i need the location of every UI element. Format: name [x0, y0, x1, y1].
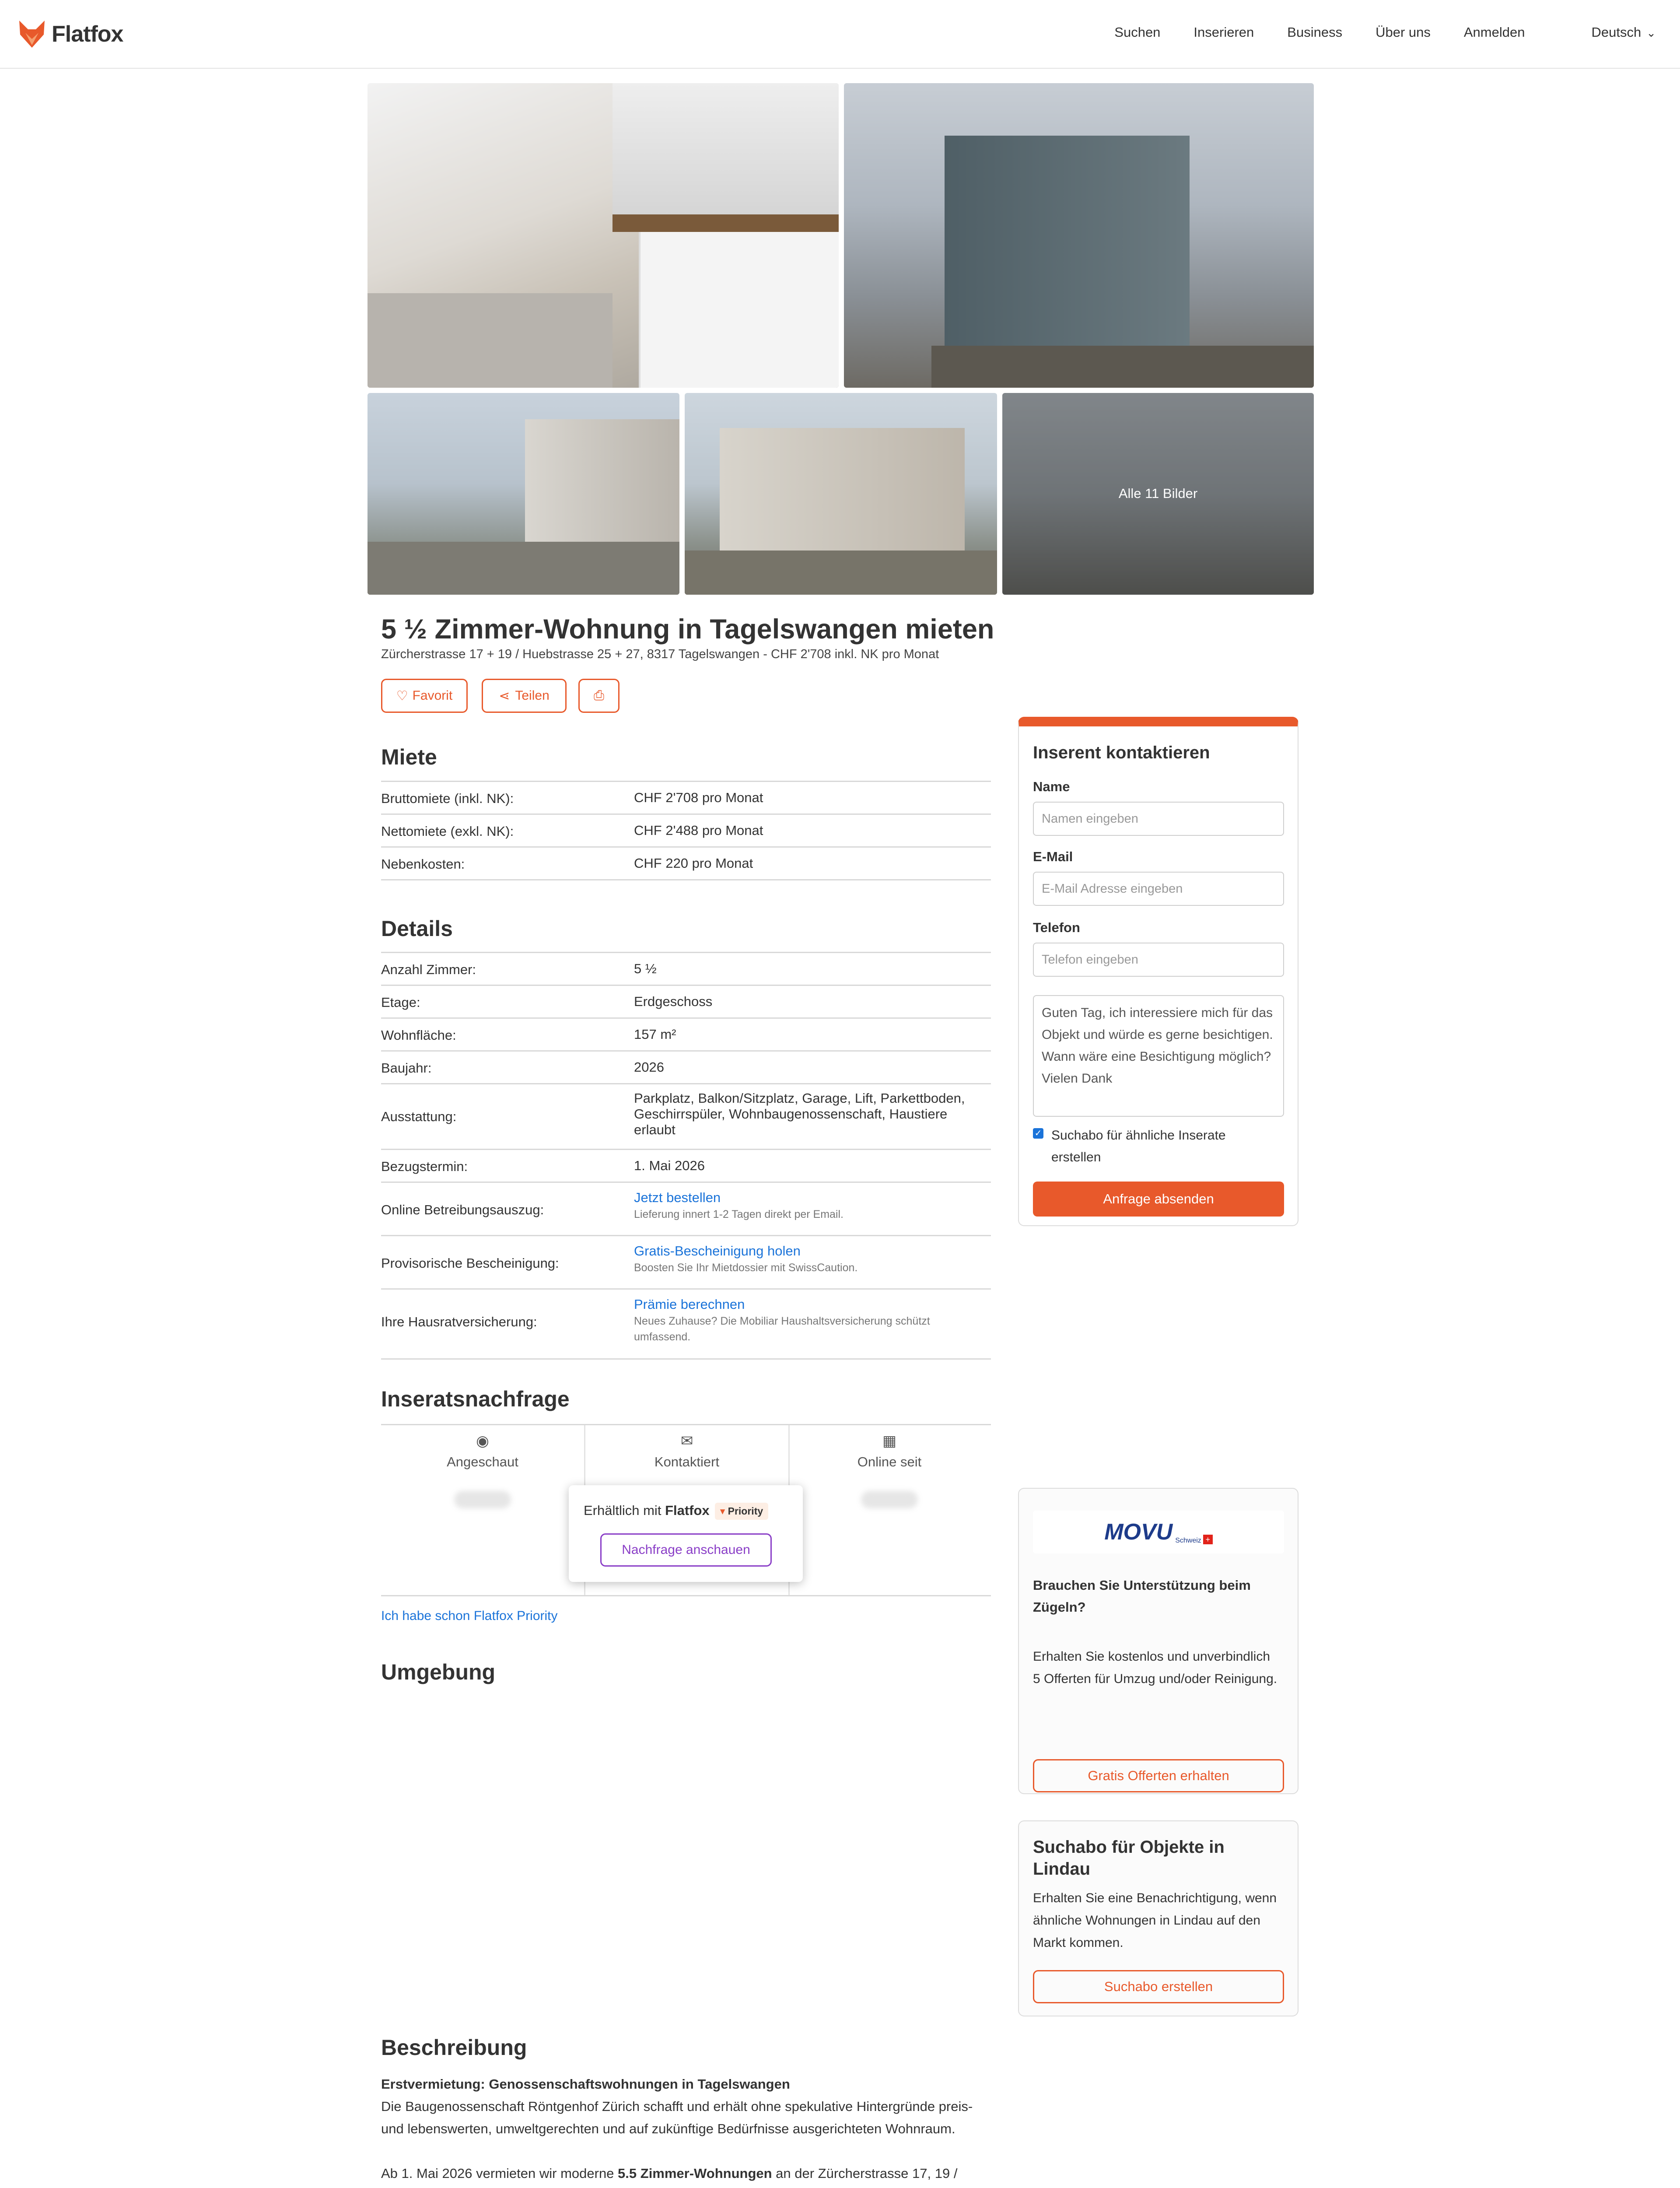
details-row-value: 157 m² — [634, 1027, 676, 1042]
rent-row-key: Nebenkosten: — [381, 856, 465, 872]
movu-text: Erhalten Sie kostenlos und unverbindlich 5 Offerten für Umzug und/oder Reinigung. — [1033, 1649, 1278, 1686]
all-images-link[interactable]: Alle 11 Bilder — [1118, 486, 1198, 501]
details-row — [381, 985, 991, 1017]
gallery-photo-exterior-1[interactable] — [368, 393, 679, 595]
rent-row — [381, 813, 991, 846]
description-paragraph: an der Zürcherstrasse 17, 19 / — [776, 2166, 958, 2181]
description-paragraph: Die Baugenossenschaft Röntgenhof Zürich schafft und erhält ohne spekulative Hintergründe preis- und lebenswerten, umweltgerechten und auf zukünftige Bedürfnisse ausgerichteten Wohnraum. — [381, 2099, 973, 2136]
details-row-link — [381, 1235, 991, 1288]
details-row — [381, 1017, 991, 1050]
popup-text-prefix: Erhältlich mit — [584, 1503, 662, 1518]
favorite-button[interactable] — [381, 679, 468, 713]
priority-badge-label: Priority — [728, 1505, 763, 1517]
details-row-value: Parkplatz, Balkon/Sitzplatz, Garage, Lift, Parkettboden, Geschirrspüler, Wohnbaugenossenschaft, Haustiere erlaubt — [634, 1090, 965, 1137]
movu-logo-sub: Schweiz — [1175, 1537, 1201, 1544]
search-alert-label: Suchabo für ähnliche Inserate erstellen — [1051, 1128, 1226, 1164]
calculate-premium-link[interactable]: Prämie berechnen — [634, 1297, 745, 1312]
view-demand-button[interactable]: Nachfrage anschauen — [600, 1533, 772, 1567]
contact-title: Inserent kontaktieren — [1033, 743, 1210, 762]
gallery-photo-kitchen[interactable] — [368, 83, 839, 388]
details-row-key: Ihre Hausratversicherung: — [381, 1314, 537, 1329]
listing-title: 5 ½ Zimmer-Wohnung in Tagelswangen mieten — [381, 614, 994, 645]
details-row-link — [381, 1182, 991, 1235]
search-alert-text: Erhalten Sie eine Benachrichtigung, wenn ähnliche Wohnungen in Lindau auf den Markt kommen. — [1033, 1891, 1277, 1950]
details-row-key: Bezugstermin: — [381, 1159, 468, 1174]
listing-subtitle: Zürcherstrasse 17 + 19 / Huebstrasse 25 + 27, 8317 Tagelswangen - CHF 2'708 inkl. NK pro Monat — [381, 647, 939, 661]
calendar-icon: ▦ — [882, 1433, 897, 1449]
details-row-value: 1. Mai 2026 — [634, 1158, 705, 1173]
stat-online-since — [788, 1425, 991, 1595]
stat-viewed — [381, 1425, 584, 1595]
submit-request-button[interactable]: Anfrage absenden — [1033, 1182, 1284, 1217]
details-row-key: Provisorische Bescheinigung: — [381, 1255, 559, 1271]
details-row-features — [381, 1083, 991, 1149]
swiss-flag-icon: + — [1203, 1535, 1213, 1544]
priority-badge — [715, 1503, 768, 1520]
name-input[interactable]: Namen eingeben — [1033, 802, 1284, 836]
rent-row-value: CHF 220 pro Monat — [634, 856, 753, 871]
details-row-value: 2026 — [634, 1059, 664, 1075]
nav-ueber-uns[interactable]: Über uns — [1376, 25, 1431, 40]
phone-input[interactable]: Telefon eingeben — [1033, 943, 1284, 977]
fox-badge-icon: ▾ — [720, 1505, 725, 1517]
blurred-value — [861, 1491, 918, 1508]
fox-logo-icon — [18, 20, 46, 49]
surroundings-map[interactable] — [381, 1698, 991, 2013]
details-row — [381, 1149, 991, 1182]
gallery-photo-building[interactable] — [844, 83, 1314, 388]
email-input[interactable]: E-Mail Adresse eingeben — [1033, 872, 1284, 906]
heart-icon: ♡ — [396, 688, 408, 703]
free-certificate-link[interactable]: Gratis-Bescheinigung holen — [634, 1243, 801, 1259]
language-dropdown[interactable] — [1558, 25, 1656, 40]
stat-viewed-label: Angeschaut — [447, 1454, 518, 1469]
contact-form — [1018, 717, 1298, 1226]
stat-contacted-label: Kontaktiert — [654, 1454, 720, 1469]
rent-table — [381, 781, 991, 880]
description-lead: Erstvermietung: Genossenschaftswohnungen in Tagelswangen — [381, 2076, 790, 2092]
popup-text — [584, 1503, 768, 1520]
inquiry-section-title: Inseratsnachfrage — [381, 1387, 570, 1411]
details-row-note: Neues Zuhause? Die Mobiliar Haushaltsversicherung schützt umfassend. — [634, 1315, 930, 1343]
movu-logo-text: MOVU — [1104, 1519, 1173, 1545]
nav-suchen[interactable]: Suchen — [1114, 25, 1161, 40]
search-alert-box — [1018, 1820, 1298, 2016]
logo-text: Flatfox — [52, 21, 123, 47]
rent-row-value: CHF 2'708 pro Monat — [634, 790, 763, 805]
main-nav — [1081, 25, 1656, 40]
details-row-key: Baujahr: — [381, 1060, 432, 1076]
eye-icon: ◉ — [476, 1433, 489, 1449]
search-alert-checkbox[interactable]: ✓ — [1033, 1128, 1043, 1139]
print-button[interactable] — [578, 679, 620, 713]
rent-section-title: Miete — [381, 745, 437, 769]
stat-online-label: Online seit — [857, 1454, 922, 1469]
phone-label: Telefon — [1033, 920, 1080, 935]
nav-anmelden[interactable]: Anmelden — [1463, 25, 1525, 40]
nav-inserieren[interactable]: Inserieren — [1194, 25, 1254, 40]
rent-row-key: Bruttomiete (inkl. NK): — [381, 791, 514, 806]
share-icon: ⋖ — [499, 688, 510, 703]
details-row-key: Wohnfläche: — [381, 1027, 456, 1043]
envelope-icon: ✉ — [680, 1433, 693, 1449]
free-offers-button[interactable]: Gratis Offerten erhalten — [1033, 1759, 1284, 1792]
details-row-link — [381, 1288, 991, 1358]
details-row-note: Lieferung innert 1-2 Tagen direkt per Email. — [634, 1208, 844, 1220]
details-row-key: Etage: — [381, 995, 420, 1010]
rent-row-value: CHF 2'488 pro Monat — [634, 823, 763, 838]
description-section-title: Beschreibung — [381, 2035, 527, 2060]
details-table — [381, 952, 991, 1360]
description-text — [381, 2073, 976, 2188]
details-section-title: Details — [381, 916, 453, 941]
movu-title: Brauchen Sie Unterstützung beim Zügeln? — [1033, 1578, 1251, 1615]
share-button[interactable] — [482, 679, 567, 713]
details-row-value: Erdgeschoss — [634, 994, 713, 1009]
chevron-down-icon: ⌄ — [1646, 26, 1656, 39]
flatfox-logo[interactable] — [18, 19, 123, 49]
details-row-key: Ausstattung: — [381, 1109, 457, 1124]
nav-business[interactable]: Business — [1287, 25, 1343, 40]
search-alert-title: Suchabo für Objekte in Lindau — [1033, 1837, 1225, 1879]
share-label: Teilen — [515, 688, 550, 703]
have-priority-link[interactable]: Ich habe schon Flatfox Priority — [381, 1609, 558, 1623]
order-debt-extract-link[interactable]: Jetzt bestellen — [634, 1190, 721, 1205]
create-search-alert-button[interactable]: Suchabo erstellen — [1033, 1970, 1284, 2003]
popup-brand: Flatfox — [665, 1503, 710, 1518]
description-paragraph: Ab 1. Mai 2026 vermieten wir moderne — [381, 2166, 618, 2181]
movu-logo — [1033, 1511, 1284, 1553]
printer-icon: ⎙ — [594, 688, 604, 703]
priority-popup — [569, 1485, 803, 1582]
details-row-key: Online Betreibungsauszug: — [381, 1202, 544, 1217]
email-label: E-Mail — [1033, 849, 1073, 864]
details-row — [381, 1050, 991, 1083]
blurred-value — [454, 1491, 511, 1508]
gallery-photo-exterior-3[interactable] — [1002, 393, 1314, 595]
details-row-value: 5 ½ — [634, 961, 657, 976]
language-label: Deutsch — [1591, 25, 1642, 40]
rent-row-key: Nettomiete (exkl. NK): — [381, 824, 514, 839]
message-textarea[interactable]: Guten Tag, ich interessiere mich für das Objekt und würde es gerne besichtigen. Wann wäre eine Besichtigung möglich? Vielen Dank — [1033, 995, 1284, 1117]
details-row — [381, 952, 991, 985]
details-row-note: Boosten Sie Ihr Mietdossier mit SwissCaution. — [634, 1262, 858, 1274]
movu-box — [1018, 1488, 1298, 1794]
gallery-photo-exterior-2[interactable] — [685, 393, 997, 595]
description-bold: 5.5 Zimmer-Wohnungen — [618, 2166, 772, 2181]
favorite-label: Favorit — [412, 688, 453, 703]
details-row-key: Anzahl Zimmer: — [381, 962, 476, 977]
site-header — [0, 0, 1680, 69]
rent-row — [381, 781, 991, 813]
rent-row — [381, 846, 991, 879]
name-label: Name — [1033, 779, 1070, 794]
surroundings-section-title: Umgebung — [381, 1660, 496, 1684]
